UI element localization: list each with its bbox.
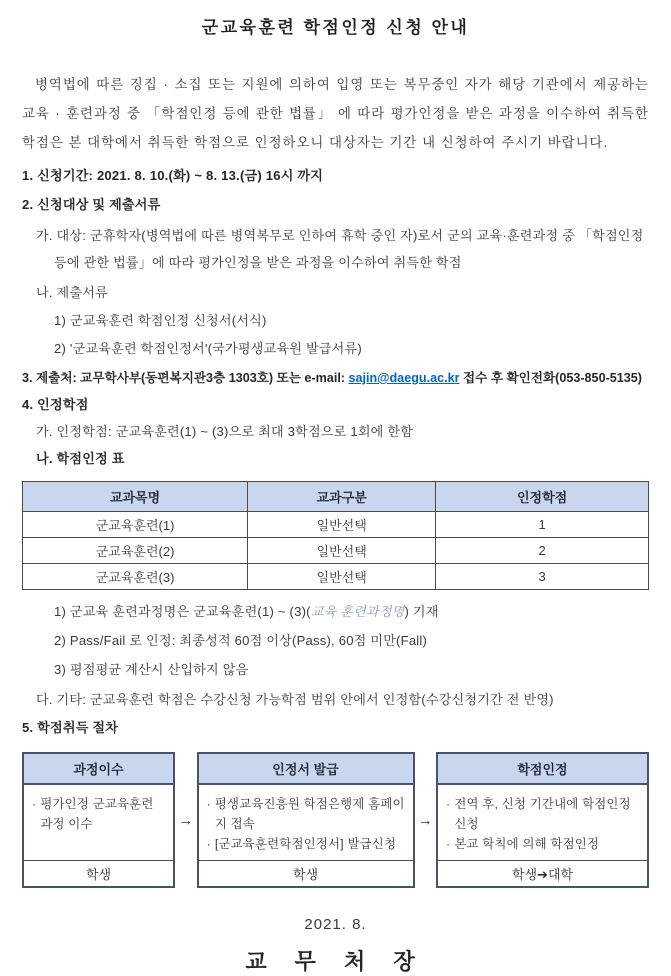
document-date: 2021. 8. xyxy=(304,916,367,933)
table-row xyxy=(23,512,649,538)
section-2-heading: 2. 신청대상 및 제출서류 xyxy=(22,197,161,212)
flow-step-body xyxy=(199,785,413,860)
flow-step-footer: 학생 xyxy=(199,860,413,886)
flow-step-body xyxy=(24,785,173,860)
document-item-2: 2) '군교육훈련 학점인정서'(국가평생교육원 발급서류) xyxy=(54,341,362,356)
flow-step-certificate-issuance xyxy=(197,752,415,888)
table-cell: 일반선택 xyxy=(248,538,436,564)
note-1-suffix: ) 기재 xyxy=(404,604,439,619)
flow-step-header: 학점인정 xyxy=(438,754,647,785)
table-cell: 2 xyxy=(436,538,649,564)
bullet-icon: · xyxy=(446,797,451,811)
credit-recognition-table xyxy=(22,481,649,590)
flow-item xyxy=(205,834,407,854)
table-note-2: 2) Pass/Fail 로 인정: 최종성적 60점 이상(Pass), 60점 미만(Fall) xyxy=(54,633,428,648)
flow-item xyxy=(444,834,641,854)
intro-paragraph: 병역법에 따른 징집 · 소집 또는 지원에 의하여 입영 또는 복무중인 자가 해당 기관에서 제공하는 교육 · 훈련과정 중 「학점인정 등에 관한 법률」 에 따라 평가인정을 받은 과정을 이수하여 취득한 학점은 본 대학에서 취득한 학점으로 인정하오니 대상자는 기간 내 신청하여 주시기 바랍니다. xyxy=(22,77,649,150)
table-header-credits: 인정학점 xyxy=(436,482,649,512)
table-note-1 xyxy=(22,602,649,622)
table-cell: 군교육훈련(2) xyxy=(23,538,248,564)
bullet-icon: · xyxy=(32,797,37,811)
section-5-heading: 5. 학점취득 절차 xyxy=(22,720,119,735)
arrow-right-icon: → xyxy=(178,811,194,829)
table-cell: 군교육훈련(3) xyxy=(23,564,248,590)
table-cell: 군교육훈련(1) xyxy=(23,512,248,538)
table-header-row xyxy=(23,482,649,512)
flow-step-footer: 학생 xyxy=(24,860,173,886)
table-header-category: 교과구분 xyxy=(248,482,436,512)
flow-step-credit-recognition xyxy=(436,752,649,888)
flow-item-text: 본교 학칙에 의해 학점인정 xyxy=(454,837,600,851)
bullet-icon: · xyxy=(446,837,451,851)
note-1-course-name-italic: 교육 훈련과정명 xyxy=(310,604,405,619)
flow-item xyxy=(205,794,407,834)
section-3-submission xyxy=(22,368,649,388)
document-item-1: 1) 군교육훈련 학점인정 신청서(서식) xyxy=(54,313,267,328)
table-row xyxy=(23,538,649,564)
table-row xyxy=(23,564,649,590)
section-2-target: 가. 대상: 군휴학자(병역법에 따른 병역복무로 인하여 휴학 중인 자)로서 군의 교육·훈련과정 중 「학점인정 등에 관한 법률」에 따라 평가인정을 받은 과정을 이수하여 취득한 학점 xyxy=(36,228,644,270)
note-1-prefix: 1) 군교육 훈련과정명은 군교육훈련(1) ~ (3)( xyxy=(54,604,311,619)
page-title: 군교육훈련 학점인정 신청 안내 xyxy=(201,18,470,37)
submission-prefix: 3. 제출처: 교무학사부(동편복지관3층 1303호) 또는 e-mail: xyxy=(22,371,349,385)
flow-step-header: 과정이수 xyxy=(24,754,173,785)
flow-item xyxy=(444,794,641,834)
table-note-3: 3) 평점평균 계산시 산입하지 않음 xyxy=(54,662,249,677)
table-cell: 일반선택 xyxy=(248,512,436,538)
flow-item xyxy=(30,794,167,834)
section-4-heading: 4. 인정학점 xyxy=(22,397,89,412)
table-cell: 3 xyxy=(436,564,649,590)
flow-item-text: 전역 후, 신청 기간내에 학점인정 신청 xyxy=(454,797,631,831)
flow-item-text: 평생교육진흥원 학점은행제 홈페이지 접속 xyxy=(214,797,405,831)
section-1-application-period: 1. 신청기간: 2021. 8. 10.(화) ~ 8. 13.(금) 16시 까지 xyxy=(22,168,324,183)
arrow-right-icon: → xyxy=(417,811,433,829)
signature-dean-of-academic-affairs: 교 무 처 장 xyxy=(245,949,426,974)
email-link[interactable]: sajin@daegu.ac.kr xyxy=(348,371,460,385)
table-cell: 일반선택 xyxy=(248,564,436,590)
section-2-documents-label: 나. 제출서류 xyxy=(36,285,108,300)
flow-step-header: 인정서 발급 xyxy=(199,754,413,785)
table-cell: 1 xyxy=(436,512,649,538)
table-header-subject: 교과목명 xyxy=(23,482,248,512)
section-4-table-label: 나. 학점인정 표 xyxy=(36,451,125,466)
flow-step-course-completion xyxy=(22,752,175,888)
flow-step-body xyxy=(438,785,647,860)
bullet-icon: · xyxy=(206,797,211,811)
submission-suffix: 접수 후 확인전화(053-850-5135) xyxy=(459,371,642,385)
section-4-credits: 가. 인정학점: 군교육훈련(1) ~ (3)으로 최대 3학점으로 1회에 한함 xyxy=(36,424,414,439)
section-4-etc: 다. 기타: 군교육훈련 학점은 수강신청 가능학점 범위 안에서 인정함(수강신청기간 전 반영) xyxy=(36,692,554,707)
flow-item-text: [군교육훈련학점인정서] 발급신청 xyxy=(214,837,397,851)
bullet-icon: · xyxy=(206,837,211,851)
credit-procedure-flow-diagram xyxy=(22,752,649,888)
flow-step-footer: 학생➔대학 xyxy=(438,860,647,886)
flow-item-text: 평가인정 군교육훈련 과정 이수 xyxy=(40,797,154,831)
